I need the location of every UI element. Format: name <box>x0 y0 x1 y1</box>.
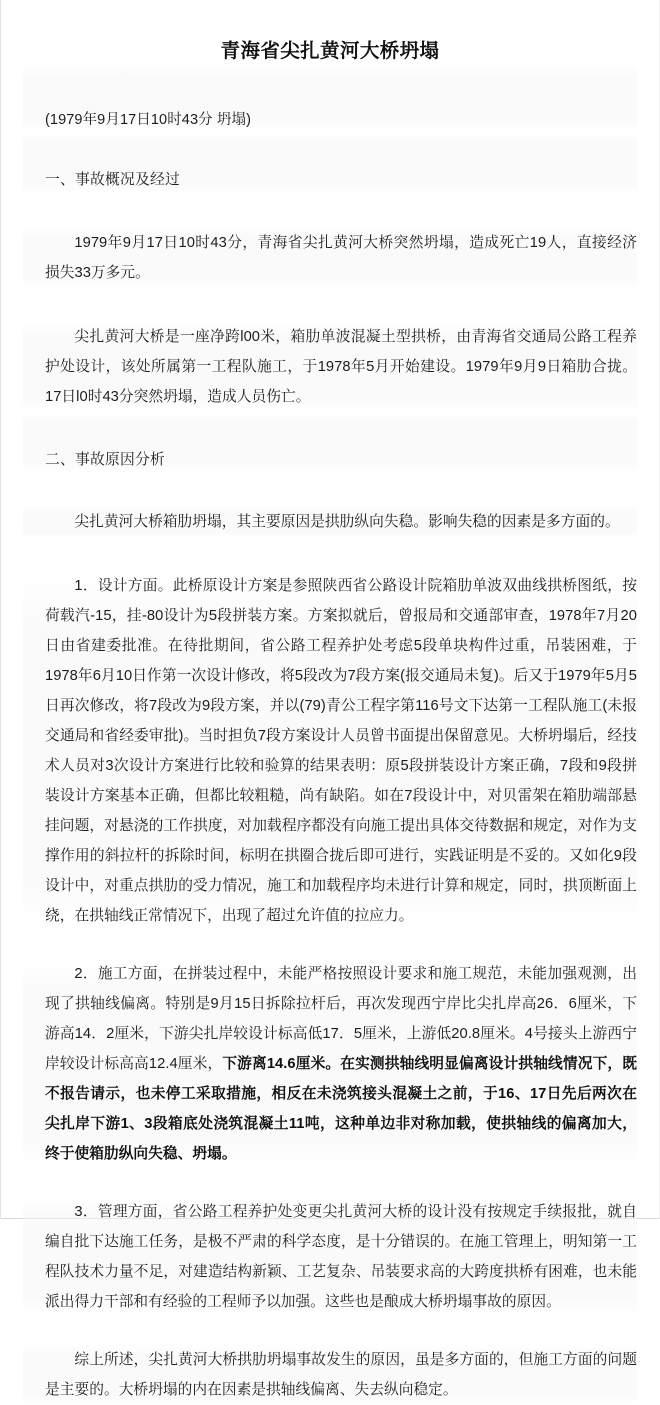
paragraph-design-aspect: 1．设计方面。此桥原设计方案是参照陕西省公路设计院箱肋单波双曲线拱桥图纸，按荷载汽-15，挂-80设计为5段拼装方案。方案拟就后，曾报局和交通部审查，1978年7月20日由省建委批准。在待批期间，省公路工程养护处考虑5段单块构件过重，吊装困难，于1978年6月10日作第一次设计修改，将5段改为7段方案(报交通局未复)。后又于1979年5月5日再次修改，将7段改为9段方案，并以(79)青公工程字第116号文下达第一工程队施工(未报交通局和省经委审批)。当时担负7段方案设计人员曾书面提出保留意见。大桥坍塌后，经技术人员对3次设计方案进行比较和验算的结果表明：原5段拼装设计方案正确，7段和9段拼装设计方案基本正确，但都比较粗糙，尚有缺陷。如在7段设计中，对贝雷架在箱肋端部悬挂问题，对悬浇的工作拱度，对加载程序都没有向施工提出具体交待数据和规定，对作为支撑作用的斜拉杆的拆除时间，标明在拱圈合拢后即可进行，实践证明是不妥的。又如化9段设计中，对重点拱肋的受力情况，施工和加载程序均未进行计算和规定，同时，拱顶断面上绕，在拱轴线正常情况下，出现了超过允许值的拉应力。 <box>23 571 637 931</box>
paragraph-conclusion: 综上所述，尖扎黄河大桥拱肋坍塌事故发生的原因，虽是多方面的，但施工方面的问题是主要的。大桥坍塌的内在因素是拱轴线偏离、失去纵向稳定。 <box>23 1345 637 1405</box>
section-heading-cause-analysis: 二、事故原因分析 <box>23 412 637 473</box>
spacer <box>23 1317 637 1345</box>
spacer <box>23 473 637 507</box>
construction-plain-text: 2．施工方面，在拼装过程中，未能严格按照设计要求和施工规范，未能加强观测，出现了拱轴线偏离。特别是9月15日拆除拉杆后，再次发现西宁岸比尖扎岸高26．6厘米，下游高14．2厘米，下游尖扎岸较设计标高低17．5厘米，上游低20.8厘米。4号接头上游西宁岸较设计标高高12.4厘米， <box>45 965 637 1072</box>
spacer <box>23 194 637 228</box>
construction-emphasis-text: 下游离14.6厘米。在实测拱轴线明显偏离设计拱轴线情况下，既不报告请示，也未停工采取措施，相反在未浇筑接头混凝土之前，于16、17日先后两次在尖扎岸下游1、3段箱底处浇筑混凝土11吨，这种单边非对称加载，使拱轴线的偏离加大，终于使箱肋纵向失稳、坍塌。 <box>45 1055 637 1162</box>
paragraph-cause-summary: 尖扎黄河大桥箱肋坍塌，其主要原因是拱肋纵向失稳。影响失稳的因素是多方面的。 <box>23 507 637 537</box>
document-subtitle: (1979年9月17日10时43分 坍塌) <box>23 65 637 132</box>
paragraph-management-aspect: 3．管理方面，省公路工程养护处变更尖扎黄河大桥的设计没有按规定手续报批，就自编自批下达施工任务，是极不严肃的科学态度，是十分错误的。在施工管理上，明知第一工程队技术力量不足，对建造结构新颖、工艺复杂、吊装要求高的大跨度拱桥有困难，也未能派出得力干部和有经验的工程师予以加强。这些也是酿成大桥坍塌事故的原因。 <box>23 1197 637 1317</box>
spacer <box>23 537 637 571</box>
paragraph-construction-aspect <box>23 959 637 1169</box>
spacer <box>23 931 637 959</box>
page-title: 青海省尖扎黄河大桥坍塌 <box>220 40 440 62</box>
paragraph-overview-2: 尖扎黄河大桥是一座净跨l00米，箱肋单波混凝土型拱桥，由青海省交通局公路工程养护处设计，该处所属第一工程队施工，于1978年5月开始建设。1979年9月9日箱肋合拢。17日l0时43分突然坍塌，造成人员伤亡。 <box>23 322 637 412</box>
paragraph-overview-1: 1979年9月17日10时43分，青海省尖扎黄河大桥突然坍塌，造成死亡19人，直接经济损失33万多元。 <box>23 228 637 288</box>
spacer <box>23 1169 637 1197</box>
spacer <box>23 288 637 322</box>
section-heading-overview: 一、事故概况及经过 <box>23 132 637 193</box>
